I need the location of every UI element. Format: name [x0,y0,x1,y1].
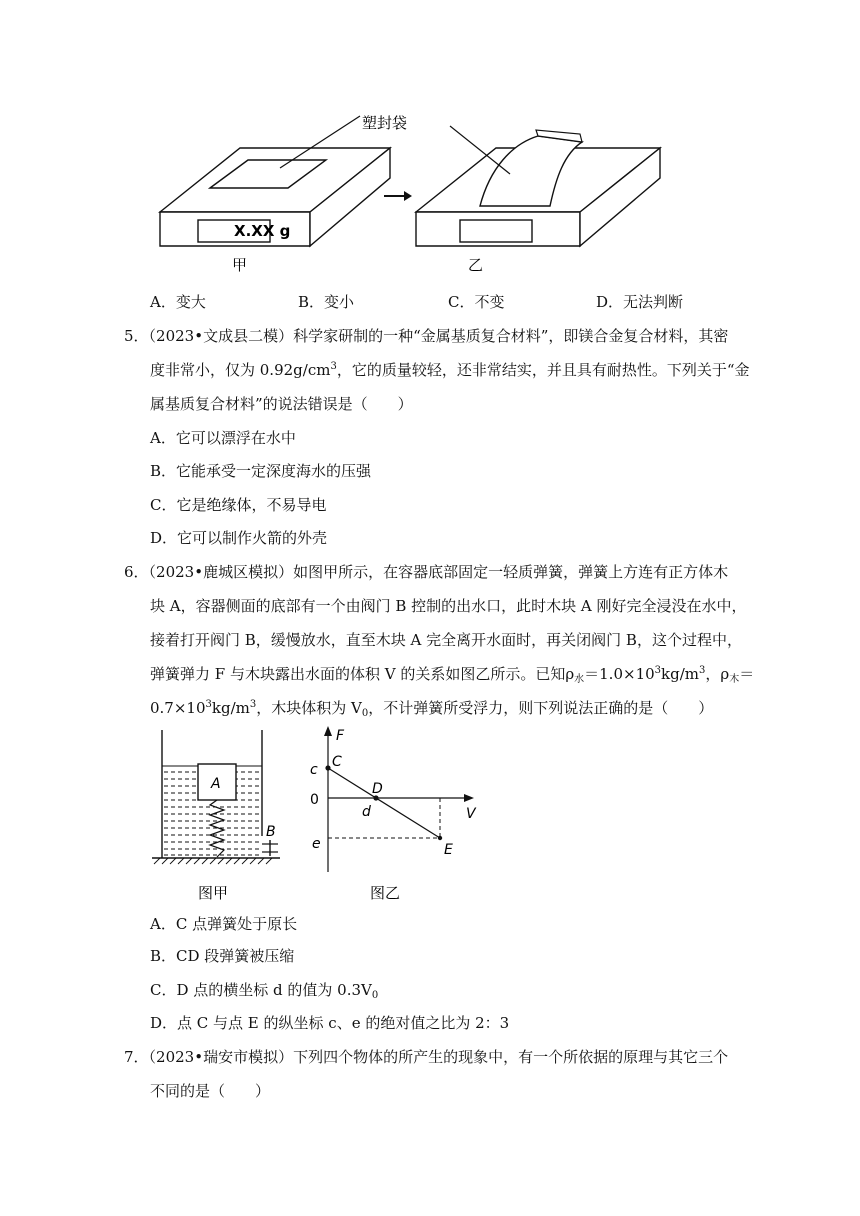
q6-stem-line1: 6．（2023•鹿城区模拟）如图甲所示，在容器底部固定一轻质弹簧，弹簧上方连有正方体木 [124,563,729,581]
q4-option-d[interactable]: D．无法判断 [596,293,684,311]
q5-option-a[interactable]: A．它可以漂浮在水中 [150,429,296,447]
figure-force-volume-graph [300,722,500,906]
q4-option-a[interactable]: A．变大 [150,293,206,311]
q5-stem-line1: 5．（2023•文成县二模）科学家研制的一种“金属基质复合材料”，即镁合金复合材料，其密 [124,327,729,345]
q5-option-b[interactable]: B．它能承受一定深度海水的压强 [150,462,372,480]
q5-stem-line2: 度非常小，仅为 $0.92g/cm^3$，它的质量较轻，还非常结实，并且具有耐热性。下列关于“金 [150,361,750,379]
label-E: E [444,842,453,858]
q6-stem-line5: $0.7\times 10^3kg/m^3$，木块体积为 $V_0$，不计弹簧所受浮力，则下列说法正确的是（ ） [150,699,714,719]
arrow-right-icon [384,191,412,201]
q5-stem-line3: 属基质复合材料”的说法错误是（ ） [150,395,413,413]
q6-stem-line3: 接着打开阀门 B，缓慢放水，直至木块 A 完全离开水面时，再关闭阀门 B，这个过程中， [150,631,742,649]
label-yi: 乙 [468,256,484,274]
figure-container-spring [148,726,288,906]
label-V: V [466,806,476,822]
q6-option-b[interactable]: B．CD 段弹簧被压缩 [150,947,295,965]
q7-stem-line2: 不同的是（ ） [150,1082,271,1100]
label-F: F [336,728,345,744]
block-a-label: A [211,776,221,792]
point-c [325,765,330,770]
q6-stem-line4: 弹簧弹力 F 与木块露出水面的体积 V 的关系如图乙所示。已知$\rho_水=1.0\times 10^3kg/m^3$，$\rho_木=$ [150,665,755,685]
q6-option-d[interactable]: D．点 C 与点 E 的纵坐标 c、e 的绝对值之比为 2：3 [150,1014,510,1032]
label-d-value: d [362,804,371,820]
label-c-value: c [310,762,318,778]
label-sealed-bag: 塑封袋 [362,114,408,132]
force-line [328,768,440,838]
q4-option-b[interactable]: B．变小 [298,293,355,311]
caption-fig-yi: 图乙 [370,884,401,902]
caption-fig-jia: 图甲 [198,884,229,902]
label-origin: 0 [310,792,319,808]
label-jia: 甲 [232,256,248,274]
q4-option-c[interactable]: C．不变 [448,293,505,311]
q6-stem-line2: 块 A，容器侧面的底部有一个由阀门 B 控制的出水口，此时木块 A 刚好完全浸没在水中， [150,597,747,615]
q5-option-c[interactable]: C．它是绝缘体，不易导电 [150,496,327,514]
q5-option-d[interactable]: D．它可以制作火箭的外壳 [150,529,328,547]
spring [210,800,224,857]
label-C: C [332,754,342,770]
point-e [438,836,442,840]
q6-option-c[interactable]: C．D 点的横坐标 d 的值为 $0.3V_0$ [150,981,379,1001]
valve-b-label: B [266,824,276,840]
label-e-value: e [312,836,321,852]
label-D: D [372,781,383,797]
q6-option-a[interactable]: A．C 点弹簧处于原长 [150,915,298,933]
scale-figure [150,108,690,280]
display-value: X.XX g [234,222,291,240]
q7-stem-line1: 7．（2023•瑞安市模拟）下列四个物体的所产生的现象中，有一个所依据的原理与其它三个 [124,1048,729,1066]
